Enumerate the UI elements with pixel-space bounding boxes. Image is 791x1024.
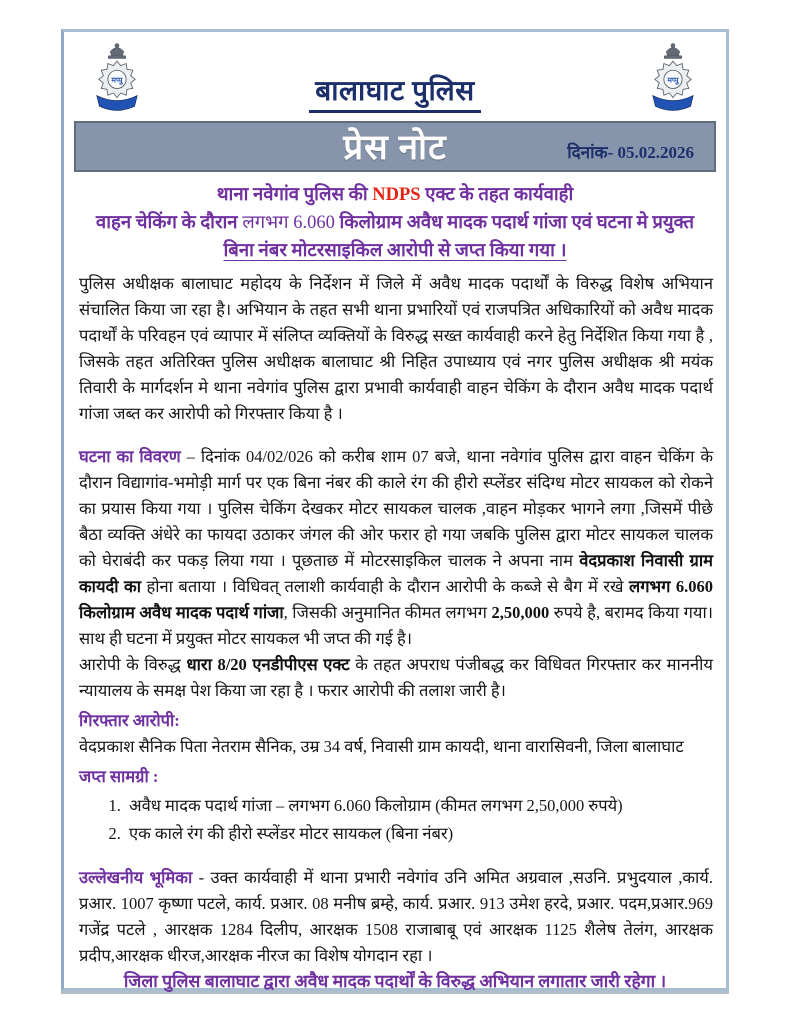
headline-line-3 — [78, 237, 712, 265]
press-note-document — [61, 29, 729, 991]
document-header — [64, 32, 726, 117]
arrested-heading: गिरफ्तार आरोपी: — [79, 711, 180, 730]
org-title: बालाघाट पुलिस — [309, 71, 480, 113]
incident-accused-name: वेदप्रकाश निवासी ग्राम कायदी का — [79, 551, 713, 596]
seized-item: 1. अवैध मादक पदार्थ गांजा – लगभग 6.060 किलोग्राम (कीमत लगभग 2,50,000 रुपये) — [125, 792, 713, 820]
headline-line2-bold1: वाहन चेकिंग के दौरान — [95, 213, 243, 233]
footer-slogan: जिला पुलिस बालाघाट द्वारा अवैध मादक पदार्थों के विरुद्ध अभियान लगातार जारी रहेगा । — [123, 971, 667, 991]
team-heading: उल्लेखनीय भूमिका — [79, 868, 193, 887]
incident-value: 2,50,000 — [491, 603, 550, 622]
headline-line2-bold2: किलोग्राम अवैध मादक पदार्थ गांजा एवं घटना मे प्रयुक्त — [339, 213, 695, 233]
legal-section: धारा 8/20 एनडीपीएस एक्ट — [186, 655, 350, 674]
document-body — [64, 265, 726, 969]
incident-heading: घटना का विवरण — [79, 447, 181, 466]
incident-seg2: होना बताया । विधिवत् तलाशी कार्यवाही के दौरान आरोपी के कब्जे से बैग में रखे — [140, 577, 630, 596]
mp-police-crest-left-icon — [90, 39, 144, 117]
team-detail: - उक्त कार्यवाही में थाना प्रभारी नवेगांव उनि अमित अग्रवाल ,सउनि. प्रभुदयाल ,कार्य. प्रआर. 1007 कृष्णा पटले, कार्य. प्रआर. 08 मनीष ब्रम्हे, कार्य. प्रआर. 913 उमेश हरदे, प्रआर. पदम,प्रआर.969 गजेंद्र पटले , आरक्षक 1284 दिलीप, आरक्षक 1508 राजाबाबू एवं आरक्षक 1125 शैलेष तेलंग, आरक्षक प्रदीप,आरक्षक धीरज,आरक्षक नीरज का विशेष योगदान रहा । — [79, 868, 713, 965]
crest-monogram-text: मप्पु — [111, 75, 123, 85]
legal-paragraph — [79, 652, 713, 704]
incident-seg3: , जिसकी अनुमानित कीमत लगभग — [283, 603, 492, 622]
press-note-banner — [74, 121, 716, 172]
incident-seizure-qty: लगभग 6.060 किलोग्राम अवैध मादक पदार्थ गांजा — [79, 577, 714, 622]
headline-line1-post: एक्ट के तहत कार्यवाही — [420, 185, 574, 205]
headline-line3-underlined: बिना नंबर मोटरसाइकिल आरोपी से जप्त किया गया । — [223, 241, 567, 261]
headline-line-2 — [78, 209, 712, 237]
headline-block — [78, 181, 712, 265]
incident-paragraph — [79, 444, 713, 652]
headline-line2-regular: लगभग 6.060 — [242, 213, 340, 233]
headline-ndps: NDPS — [372, 185, 421, 205]
headline-line-1 — [78, 181, 712, 209]
seized-items-list — [79, 792, 713, 848]
legal-seg2: के तहत अपराध पंजीबद्ध कर विधिवत गिरफ्तार कर माननीय न्यायालय के समक्ष पेश किया जा रहा है । फरार आरोपी की तलाश जारी है। — [79, 655, 713, 700]
team-paragraph — [79, 865, 713, 969]
mp-police-crest-right-icon — [646, 39, 700, 117]
seized-item: 2. एक काले रंग की हीरो स्प्लेंडर मोटर सायकल (बिना नंबर) — [125, 820, 713, 848]
arrested-detail: वेदप्रकाश सैनिक पिता नेतराम सैनिक, उम्र 34 वर्ष, निवासी ग्राम कायदी, थाना वारासिवनी, जिला बालाघाट — [79, 737, 684, 756]
incident-seg1: – दिनांक 04/02/026 को करीब शाम 07 बजे, थाना नवेगांव पुलिस द्वारा वाहन चेकिंग के दौरान विद्यागांव-भमोड़ी मार्ग पर एक बिना नंबर की काले रंग की हीरो स्प्लेंडर संदिग्ध मोटर सायकल को रोकने का प्रयास किया गया । पुलिस चेकिंग देखकर मोटर सायकल चालक ,वाहन मोड़कर भागने लगा ,जिसमें पीछे बैठा व्यक्ति अंधेरे का फायदा उठाकर जंगल की ओर फरार हो गया जबकि पुलिस द्वारा मोटर सायकल चालक को घेराबंदी कर पकड़ लिया गया । पूछताछ में मोटरसाइकिल चालक ने अपना नाम — [79, 447, 713, 570]
incident-seg4: रुपये है, बरामद किया गया। साथ ही घटना में प्रयुक्त मोटर सायकल भी जप्त की गई है। — [79, 603, 713, 648]
seized-heading: जप्त सामग्री : — [79, 767, 159, 786]
crest-monogram-text: मप्पु — [667, 75, 679, 85]
headline-line1-pre: थाना नवेगांव पुलिस की — [216, 185, 373, 205]
banner-date: दिनांक- 05.02.2026 — [567, 143, 694, 162]
org-title-wrap — [309, 71, 480, 113]
intro-paragraph: पुलिस अधीक्षक बालाघाट महोदय के निर्देशन में जिले में अवैध मादक पदार्थों के विरुद्ध विशेष अभियान संचालित किया जा रहा है। अभियान के तहत सभी थाना प्रभारियों एवं राजपत्रित अधिकारियों को अवैध मादक पदार्थों के परिवहन एवं व्यापार में संलिप्त व्यक्तियों के विरुद्ध सख्त कार्यवाही करने हेतु निर्देशित किया गया है , जिसके तहत अतिरिक्त पुलिस अधीक्षक बालाघाट श्री निहित उपाध्याय एवं नगर पुलिस अधीक्षक श्री मयंक तिवारी के मार्गदर्शन मे थाना नवेगांव पुलिस द्वारा प्रभावी कार्यवाही वाहन चेकिंग के दौरान अवैध मादक पदार्थ गांजा जब्त कर आरोपी को गिरफ्तार किया है । — [79, 274, 713, 423]
legal-seg1: आरोपी के विरुद्ध — [79, 655, 187, 674]
banner-title: प्रेस नोट — [343, 128, 447, 167]
